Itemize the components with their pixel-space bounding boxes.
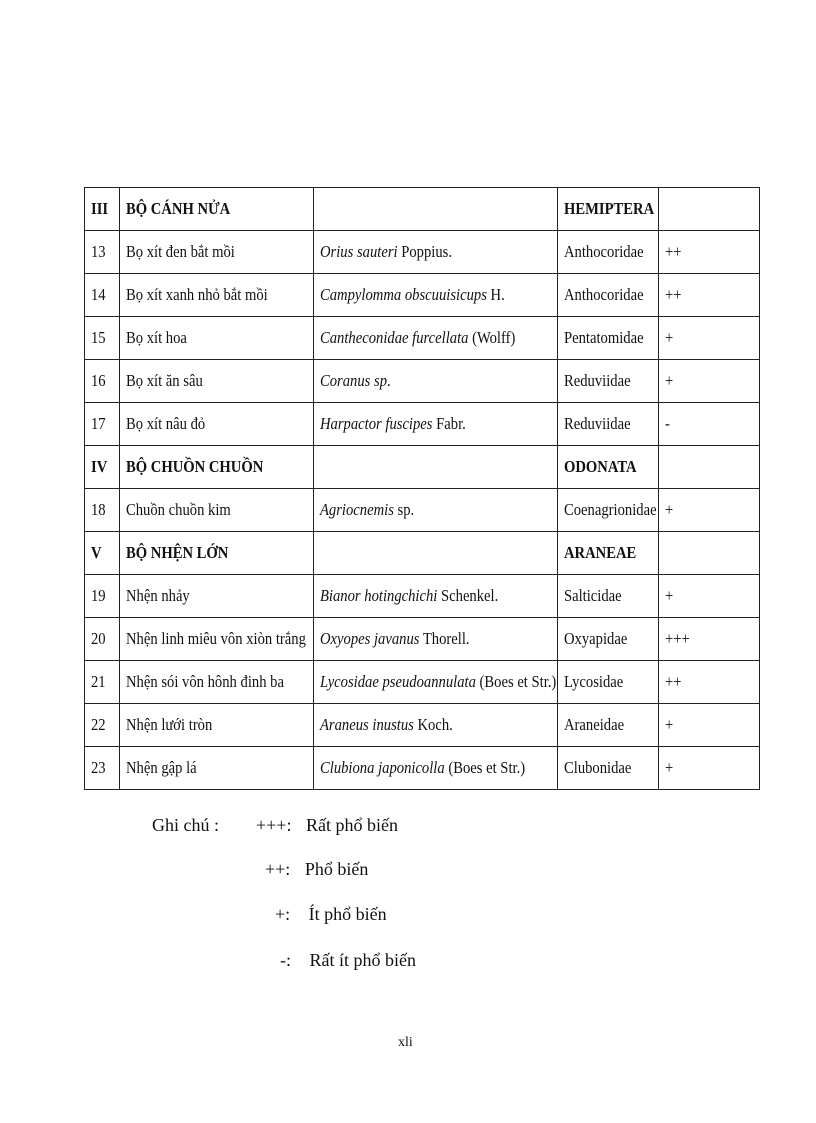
abundance: + [659, 317, 760, 360]
legend-item [275, 904, 387, 925]
legend-item [280, 950, 416, 971]
vietnamese-name: Bọ xít xanh nhỏ bắt mồi [119, 274, 313, 317]
vietnamese-name: Nhện linh miêu vôn xiòn trắng [119, 618, 313, 661]
row-number: 18 [85, 489, 120, 532]
row-number: 13 [85, 231, 120, 274]
scientific-name: Agriocnemis [319, 500, 394, 519]
family: Reduviidae [557, 403, 659, 446]
scientific-name: Campylomma obscuuisicups [319, 285, 487, 304]
author: . [386, 371, 391, 390]
family: Clubonidae [557, 747, 659, 790]
family: Araneidae [557, 704, 659, 747]
legend-item [265, 859, 368, 880]
group-order: ODONATA [557, 446, 659, 489]
vietnamese-name: Nhện nhảy [119, 575, 313, 618]
scientific-name: Orius sauteri [319, 242, 398, 261]
legend-symbol: +: [275, 904, 291, 924]
vietnamese-name: Nhện lưới tròn [119, 704, 313, 747]
author: Fabr. [432, 414, 466, 433]
abundance: + [659, 575, 760, 618]
legend-meaning: Rất phổ biến [305, 815, 398, 835]
legend-meaning: Phổ biến [304, 859, 369, 879]
group-number: III [85, 188, 120, 231]
group-number: IV [85, 446, 120, 489]
row-number: 23 [85, 747, 120, 790]
abundance: + [659, 747, 760, 790]
scientific-name: Oxyopes javanus [319, 629, 420, 648]
scientific-name: Coranus sp [319, 371, 387, 390]
abundance: ++ [659, 231, 760, 274]
scientific-name: Bianor hotingchichi [319, 586, 438, 605]
family: Lycosidae [557, 661, 659, 704]
legend-item [256, 815, 398, 836]
author: (Wolff) [468, 328, 516, 347]
family: Salticidae [557, 575, 659, 618]
family: Pentatomidae [557, 317, 659, 360]
author: Thorell. [419, 629, 470, 648]
row-number: 19 [85, 575, 120, 618]
vietnamese-name: Chuồn chuồn kim [119, 489, 313, 532]
author: (Boes et Str.) [444, 758, 525, 777]
family: Coenagrionidae [557, 489, 659, 532]
group-order: ARANEAE [557, 532, 659, 575]
vietnamese-name: Bọ xít ăn sâu [119, 360, 313, 403]
legend-symbol: +++: [256, 815, 292, 835]
vietnamese-name: Nhện sói vôn hônh đinh ba [119, 661, 313, 704]
abundance: +++ [659, 618, 760, 661]
group-name: BỘ CÁNH NỬA [119, 188, 313, 231]
family: Oxyapidae [557, 618, 659, 661]
author: H. [486, 285, 505, 304]
row-number: 16 [85, 360, 120, 403]
row-number: 21 [85, 661, 120, 704]
vietnamese-name: Bọ xít đen bắt mồi [119, 231, 313, 274]
legend-title: Ghi chú : [152, 815, 219, 835]
group-name: BỘ CHUỒN CHUỒN [119, 446, 313, 489]
abundance: - [659, 403, 760, 446]
vietnamese-name: Nhện gập lá [119, 747, 313, 790]
vietnamese-name: Bọ xít nâu đỏ [119, 403, 313, 446]
family: Anthocoridae [557, 274, 659, 317]
scientific-name: Cantheconidae furcellata [319, 328, 469, 347]
legend-symbol: ++: [265, 859, 291, 879]
row-number: 14 [85, 274, 120, 317]
abundance: ++ [659, 274, 760, 317]
group-number: V [85, 532, 120, 575]
author: (Boes et Str.) [475, 672, 557, 691]
row-number: 15 [85, 317, 120, 360]
row-number: 22 [85, 704, 120, 747]
author: Schenkel. [437, 586, 499, 605]
legend-meaning: Ít phổ biến [308, 904, 387, 924]
legend-meaning: Rất ít phổ biến [309, 950, 416, 970]
abundance: + [659, 489, 760, 532]
family: Reduviidae [557, 360, 659, 403]
legend-symbol: -: [280, 950, 291, 970]
scientific-name: Lycosidae pseudoannulata [319, 672, 476, 691]
author: Poppius. [397, 242, 452, 261]
abundance: ++ [659, 661, 760, 704]
row-number: 20 [85, 618, 120, 661]
row-number: 17 [85, 403, 120, 446]
family: Anthocoridae [557, 231, 659, 274]
page-number: xli [398, 1035, 413, 1050]
scientific-name: Araneus inustus [319, 715, 414, 734]
scientific-name: Clubiona japonicolla [319, 758, 445, 777]
group-name: BỘ NHỆN LỚN [119, 532, 313, 575]
vietnamese-name: Bọ xít hoa [119, 317, 313, 360]
abundance: + [659, 704, 760, 747]
author: Koch. [413, 715, 453, 734]
abundance: + [659, 360, 760, 403]
scientific-name: Harpactor fuscipes [319, 414, 433, 433]
group-order: HEMIPTERA [557, 188, 659, 231]
author: sp. [393, 500, 415, 519]
